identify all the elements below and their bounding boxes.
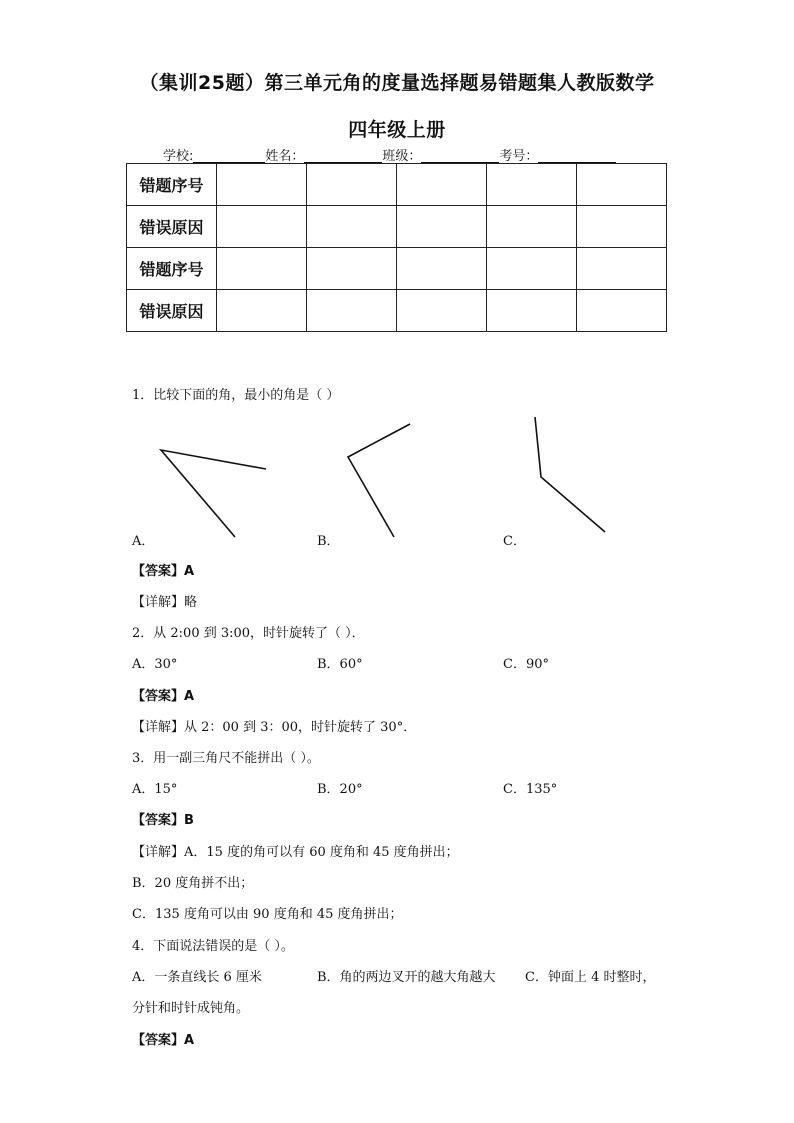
question-4-option-a[interactable]: A．一条直线长 6 厘米 xyxy=(132,970,262,985)
question-3-option-a[interactable]: A．15° xyxy=(132,782,178,797)
question-4-option-c-continuation: 分针和时针成钝角。 xyxy=(132,1001,250,1016)
question-3-detail-line: C．135 度角可以由 90 度角和 45 度角拼出； xyxy=(132,907,403,922)
page-title: （集训25题）第三单元角的度量选择题易错题集人教版数学 xyxy=(139,72,655,94)
question-2-detail: 【详解】从 2：00 到 3：00，时针旋转了 30°． xyxy=(132,720,417,735)
question-2-stem: 2．从 2:00 到 3:00，时针旋转了（ ）． xyxy=(132,626,365,641)
question-3-answer: 【答案】B xyxy=(132,813,194,828)
question-3-option-b[interactable]: B．20° xyxy=(317,782,363,797)
question-2-option-c[interactable]: C．90° xyxy=(503,657,549,672)
question-4-stem: 4．下面说法错误的是（ ）。 xyxy=(132,939,294,954)
question-2-option-a[interactable]: A．30° xyxy=(132,657,178,672)
class-label: 班级： xyxy=(382,149,422,164)
question-4-answer: 【答案】A xyxy=(132,1033,195,1048)
row-label: 错题序号 xyxy=(127,164,217,206)
question-1-option-c[interactable]: C． xyxy=(503,534,526,549)
row-label: 错误原因 xyxy=(127,206,217,248)
row-label: 错误原因 xyxy=(127,290,217,332)
question-3-detail-line: B．20 度角拼不出； xyxy=(132,876,254,891)
name-label: 姓名： xyxy=(265,149,305,164)
question-1-option-a[interactable]: A． xyxy=(132,534,155,549)
question-1-answer: 【答案】A xyxy=(132,564,195,579)
question-3-stem: 3．用一副三角尺不能拼出（ ）。 xyxy=(132,751,320,766)
question-3-detail: 【详解】A．15 度的角可以有 60 度角和 45 度角拼出； xyxy=(132,845,459,860)
question-1-stem: 1．比较下面的角，最小的角是（ ） xyxy=(132,388,340,403)
question-1-option-b[interactable]: B． xyxy=(317,534,340,549)
question-4-option-b[interactable]: B．角的两边叉开的越大角越大 xyxy=(317,970,496,985)
angle-figure-b xyxy=(348,424,410,537)
exam-no-label: 考号： xyxy=(499,149,539,164)
question-1-detail: 【详解】略 xyxy=(132,595,198,610)
angle-figure-a xyxy=(161,450,266,537)
question-2-answer: 【答案】A xyxy=(132,689,195,704)
page-subtitle: 四年级上册 xyxy=(348,119,446,141)
school-label: 学校: xyxy=(163,149,194,164)
question-2-option-b[interactable]: B．60° xyxy=(317,657,363,672)
question-3-option-c[interactable]: C．135° xyxy=(503,782,558,797)
question-4-option-c[interactable]: C．钟面上 4 时整时， xyxy=(525,970,656,985)
angle-figure-c xyxy=(535,417,605,532)
row-label: 错题序号 xyxy=(127,248,217,290)
